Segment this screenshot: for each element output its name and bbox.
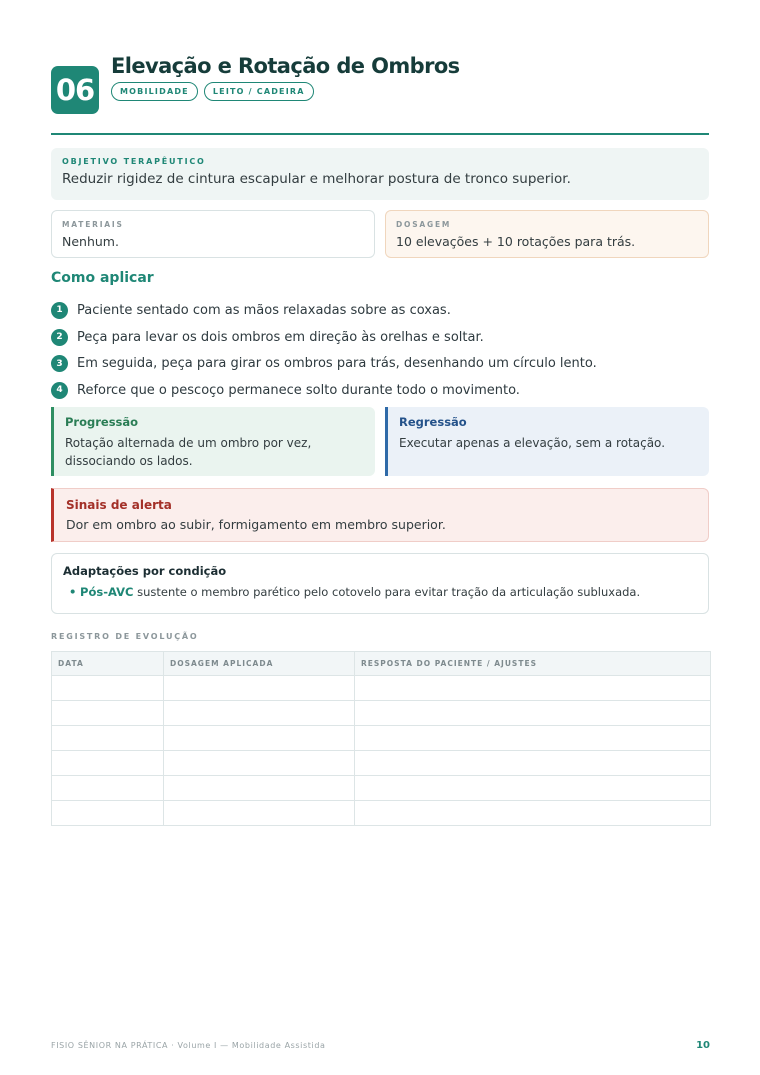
table-row [52, 676, 711, 701]
step-text: Paciente sentado com as mãos relaxadas sobre as coxas. [77, 302, 451, 318]
step-text: Em seguida, peça para girar os ombros para trás, desenhando um círculo lento. [77, 356, 597, 372]
alert-text: Dor em ombro ao subir, formigamento em membro superior. [66, 517, 446, 532]
materials-box [51, 210, 375, 258]
step-item [51, 377, 709, 404]
regression-box [385, 407, 709, 476]
footer-book-title: FISIO SÊNIOR NA PRÁTICA · Volume I — Mobilidade Assistida [51, 1041, 326, 1050]
table-cell[interactable] [164, 751, 355, 776]
table-cell[interactable] [355, 701, 711, 726]
table-row [52, 751, 711, 776]
table-cell[interactable] [355, 751, 711, 776]
step-number: 3 [51, 355, 68, 372]
adaptations-title: Adaptações por condição [63, 564, 227, 578]
step-number: 4 [51, 382, 68, 399]
column-header-date: DATA [52, 652, 164, 676]
objective-box [51, 148, 709, 200]
materials-label: MATERIAIS [62, 220, 124, 229]
adaptation-text: sustente o membro parético pelo cotovelo para evitar tração da articulação subluxada. [133, 585, 641, 599]
table-row [52, 701, 711, 726]
materials-text: Nenhum. [62, 234, 119, 249]
table-cell[interactable] [164, 801, 355, 826]
evolution-log-table [51, 651, 711, 826]
table-cell[interactable] [164, 726, 355, 751]
table-cell[interactable] [164, 776, 355, 801]
alert-box [51, 488, 709, 542]
table-cell[interactable] [52, 726, 164, 751]
step-number: 1 [51, 302, 68, 319]
adaptation-item [63, 585, 697, 599]
table-row [52, 726, 711, 751]
adaptation-condition: Pós-AVC [80, 585, 134, 599]
exercise-number-badge: 06 [51, 66, 99, 114]
objective-label: OBJETIVO TERAPÊUTICO [62, 157, 206, 166]
objective-text: Reduzir rigidez de cintura escapular e melhorar postura de tronco superior. [62, 171, 571, 187]
dosage-box [385, 210, 709, 258]
table-cell[interactable] [355, 776, 711, 801]
tag-bed-chair: LEITO / CADEIRA [204, 82, 314, 101]
tag-list [111, 82, 314, 101]
exercise-title: Elevação e Rotação de Ombros [111, 54, 460, 78]
step-item [51, 324, 709, 351]
column-header-dosage: DOSAGEM APLICADA [164, 652, 355, 676]
table-cell[interactable] [52, 801, 164, 826]
regression-title: Regressão [399, 415, 467, 429]
step-text: Reforce que o pescoço permanece solto durante todo o movimento. [77, 382, 520, 398]
progression-box [51, 407, 375, 476]
alert-title: Sinais de alerta [66, 498, 172, 512]
table-cell[interactable] [355, 801, 711, 826]
steps-list [51, 297, 709, 404]
table-cell[interactable] [355, 676, 711, 701]
table-cell[interactable] [355, 726, 711, 751]
table-cell[interactable] [164, 701, 355, 726]
dosage-text: 10 elevações + 10 rotações para trás. [396, 234, 636, 249]
step-item [51, 350, 709, 377]
step-number: 2 [51, 329, 68, 346]
how-to-title: Como aplicar [51, 270, 154, 286]
tag-mobility: MOBILIDADE [111, 82, 198, 101]
bullet-icon: • [69, 585, 77, 599]
table-row [52, 776, 711, 801]
header-divider [51, 133, 709, 135]
step-text: Peça para levar os dois ombros em direção às orelhas e soltar. [77, 329, 484, 345]
step-item [51, 297, 709, 324]
footer-page-number: 10 [696, 1040, 710, 1051]
log-title: REGISTRO DE EVOLUÇÃO [51, 632, 199, 641]
progression-title: Progressão [65, 415, 139, 429]
adaptations-box [51, 553, 709, 614]
table-cell[interactable] [52, 701, 164, 726]
table-header-row [52, 652, 711, 676]
exercise-header [51, 54, 709, 134]
column-header-response: RESPOSTA DO PACIENTE / AJUSTES [355, 652, 711, 676]
dosage-label: DOSAGEM [396, 220, 452, 229]
table-cell[interactable] [52, 776, 164, 801]
table-cell[interactable] [164, 676, 355, 701]
regression-text: Executar apenas a elevação, sem a rotação. [399, 436, 666, 450]
table-cell[interactable] [52, 751, 164, 776]
table-row [52, 801, 711, 826]
progression-text: Rotação alternada de um ombro por vez, dissociando os lados. [65, 436, 312, 468]
table-cell[interactable] [52, 676, 164, 701]
